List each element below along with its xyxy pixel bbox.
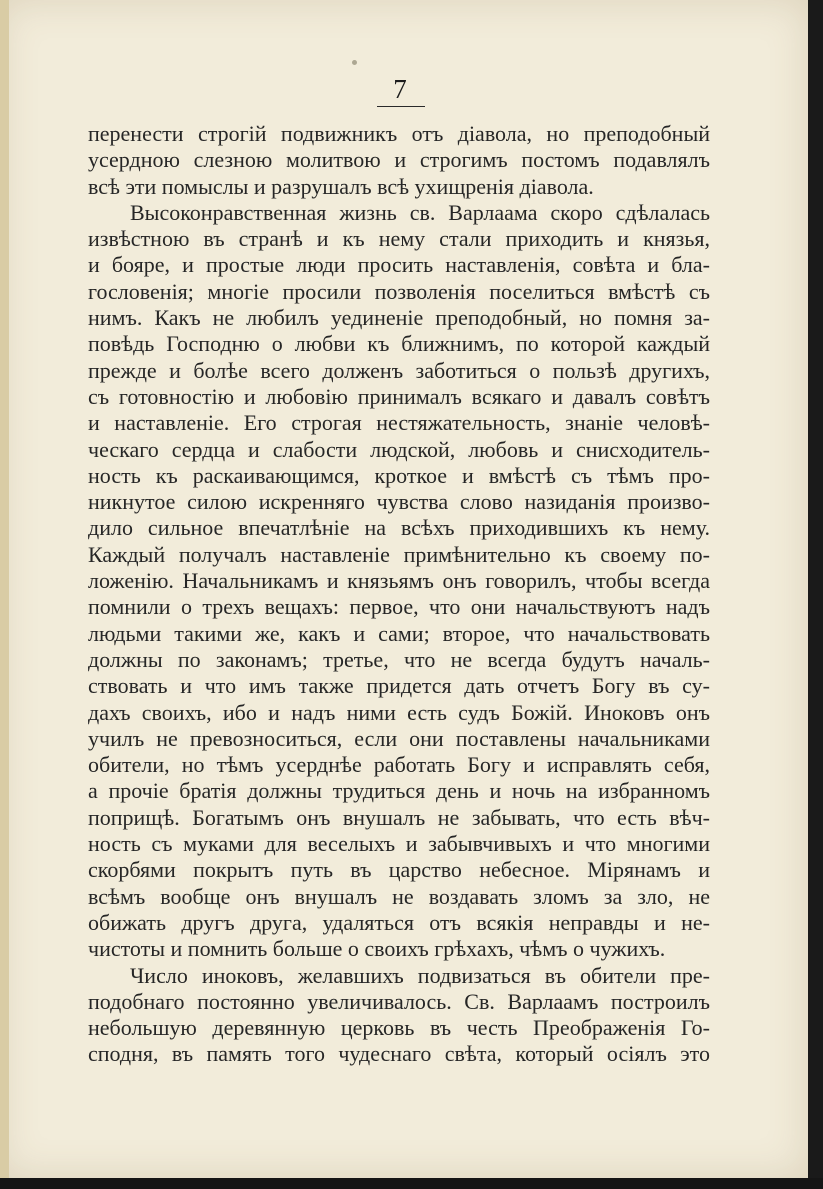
text-line: извѣстною въ странѣ и къ нему стали приходить и князья, — [88, 226, 710, 252]
text-line: сподня, въ память того чудеснаго свѣта, который осіялъ это — [88, 1041, 710, 1067]
text-line: ствовать и что имъ также придется дать отчетъ Богу въ су- — [88, 673, 710, 699]
text-line: обители, но тѣмъ усерднѣе работать Богу и исправлять себя, — [88, 752, 710, 778]
text-line: обижать другъ друга, удаляться отъ всякія неправды и не- — [88, 909, 710, 935]
page-number-rule — [377, 106, 425, 107]
scan-bottom-border — [0, 1178, 823, 1189]
text-line: нимъ. Какъ не любилъ уединеніе преподобный, но помня за- — [88, 305, 710, 331]
paper-speck — [352, 60, 357, 65]
text-line: людьми такими же, какъ и сами; второе, что начальствовать — [88, 620, 710, 646]
text-line: ческаго сердца и слабости людской, любовь и снисходитель- — [88, 436, 710, 462]
text-line: усердною слезною молитвою и строгимъ постомъ подавлялъ — [88, 147, 710, 173]
text-line: помнили о трехъ вещахъ: первое, что они начальствуютъ надъ — [88, 594, 710, 620]
text-line: небольшую деревянную церковь въ честь Преображенія Го- — [88, 1015, 710, 1041]
text-line: дило сильное впечатлѣніе на всѣхъ приходившихъ къ нему. — [88, 515, 710, 541]
text-line: скорбями покрытъ путь въ царство небесное. Мірянамъ и — [88, 857, 710, 883]
text-line: и наставленіе. Его строгая нестяжательность, знаніе человѣ- — [88, 410, 710, 436]
text-line: Число иноковъ, желавшихъ подвизаться въ обители пре- — [130, 962, 710, 988]
text-line: Высоконравственная жизнь св. Варлаама скоро сдѣлалась — [130, 199, 710, 225]
text-line: всѣмъ вообще онъ внушалъ не воздавать зломъ за зло, не — [88, 883, 710, 909]
text-line: Каждый получалъ наставленіе примѣнительно къ своему по- — [88, 541, 710, 567]
text-line: прежде и болѣе всего долженъ заботиться о пользѣ другихъ, — [88, 357, 710, 383]
text-line: гословенія; многіе просили позволенія поселиться вмѣстѣ съ — [88, 278, 710, 304]
page-number: 7 — [393, 74, 407, 104]
text-line: поприщѣ. Богатымъ онъ внушалъ не забывать, что есть вѣч- — [88, 804, 710, 830]
text-line: всѣ эти помыслы и разрушалъ всѣ ухищренія діавола. — [88, 173, 594, 199]
text-line: училъ не превозноситься, если они поставлены начальниками — [88, 725, 710, 751]
text-line: а прочіе братія должны трудиться день и ночь на избранномъ — [88, 778, 710, 804]
text-line: ность къ раскаивающимся, кроткое и вмѣстѣ съ тѣмъ про- — [88, 462, 710, 488]
scan-right-border — [808, 0, 823, 1189]
body-text — [88, 121, 710, 1068]
text-line: чистоты и помнить больше о своихъ грѣхахъ, чѣмъ о чужихъ. — [88, 936, 666, 962]
text-line: съ готовностію и любовію принималъ всякаго и давалъ совѣтъ — [88, 383, 710, 409]
text-line: должны по законамъ; третье, что не всегда будутъ началь- — [88, 646, 710, 672]
text-line: и бояре, и простые люди просить наставленія, совѣта и бла- — [88, 252, 710, 278]
text-line: никнутое силою искренняго чувства слово назиданія произво- — [88, 489, 710, 515]
page-left-margin-strip — [0, 0, 9, 1178]
text-line: перенести строгій подвижникъ отъ діавола, но преподобный — [88, 121, 710, 146]
text-line: подобнаго постоянно увеличивалось. Св. Варлаамъ построилъ — [88, 988, 710, 1014]
text-line: дахъ своихъ, ибо и надъ ними есть судъ Божій. Иноковъ онъ — [88, 699, 710, 725]
text-line: повѣдь Господню о любви къ ближнимъ, по которой каждый — [88, 331, 710, 357]
text-line: ложенію. Начальникамъ и князьямъ онъ говорилъ, чтобы всегда — [88, 568, 710, 594]
text-line: ность съ муками для веселыхъ и забывчивыхъ и что многими — [88, 831, 710, 857]
